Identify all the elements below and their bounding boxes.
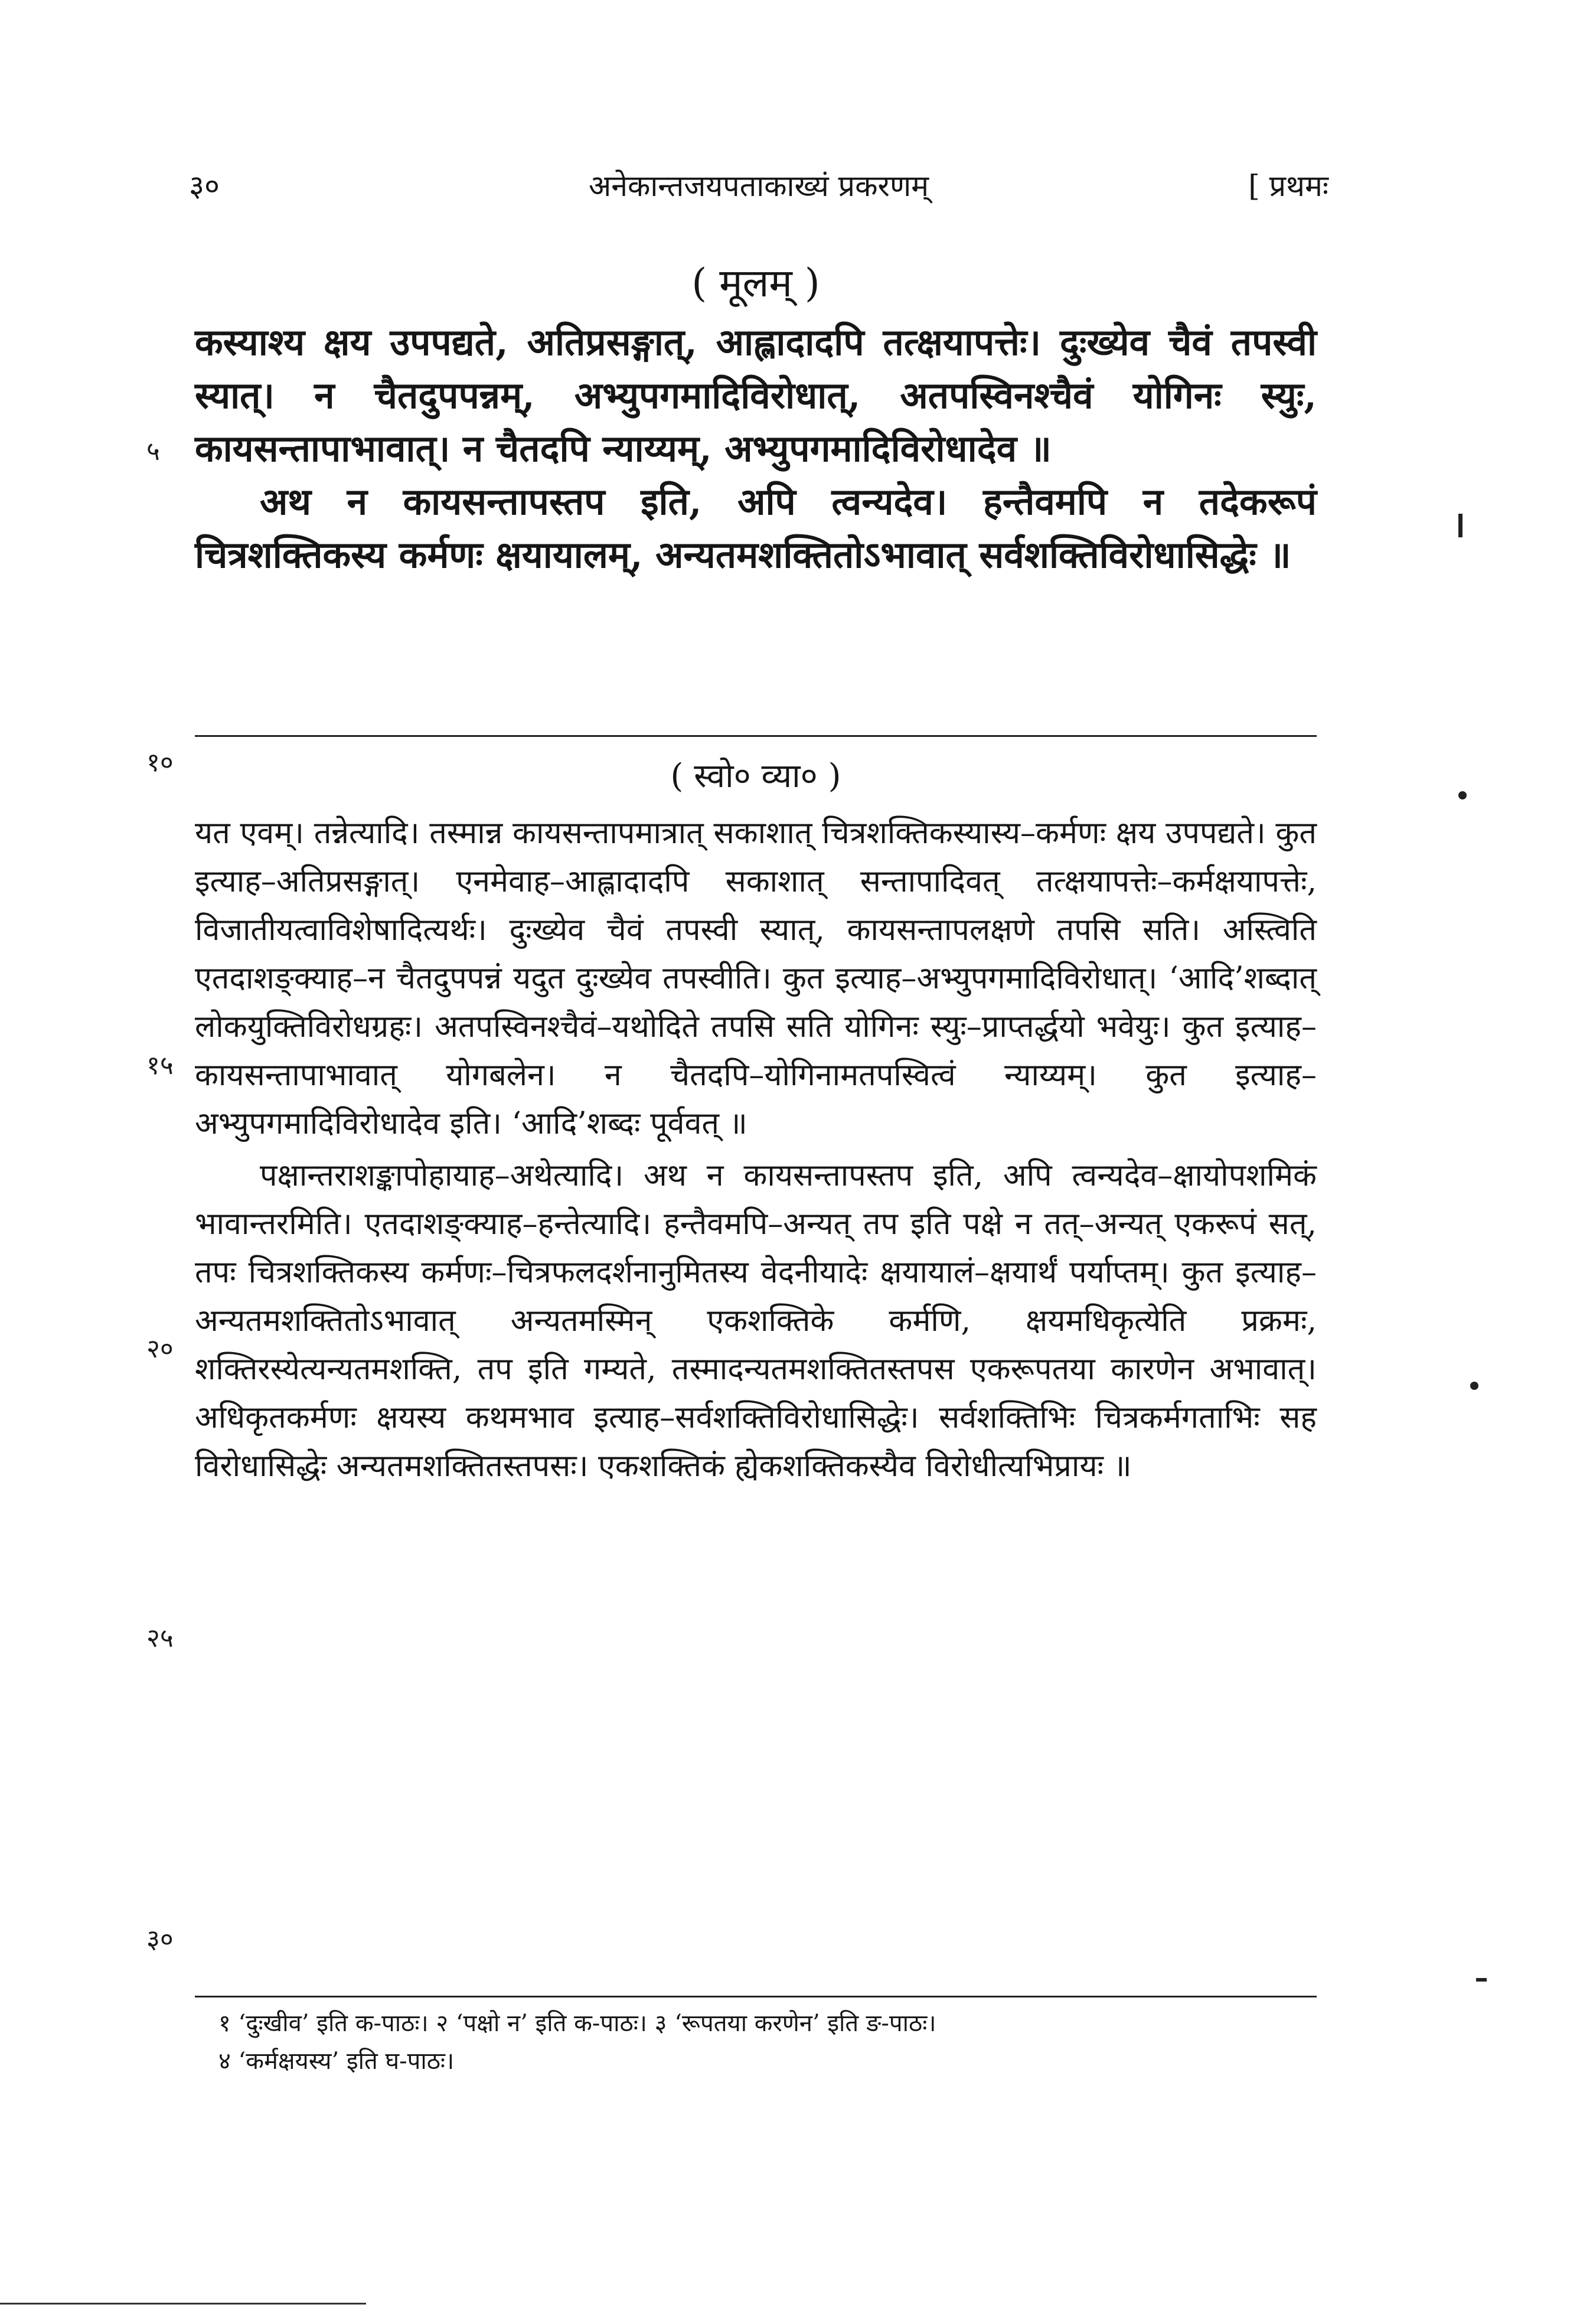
running-header — [189, 156, 1328, 216]
margin-speck — [1470, 1382, 1478, 1390]
margin-speck — [1458, 514, 1463, 537]
mula-heading: ( मूलम् ) — [691, 260, 820, 306]
footnote-line: ४ ‘कर्मक्षयस्य’ इति घ-पाठः। — [218, 2048, 455, 2075]
margin-speck — [1476, 1978, 1487, 1982]
mula-text — [195, 316, 1317, 582]
line-number-20: २० — [146, 1334, 174, 1364]
line-number-25: २५ — [146, 1623, 174, 1653]
footnote-line: १ ‘दुःखीव’ इति क-पाठः। २ ‘पक्षो न’ इति क-पाठः। ३ ‘रूपतया करणेन’ इति ङ-पाठः। — [218, 2010, 936, 2037]
book-title: अनेकान्तजयपताकाख्यं प्रकरणम् — [589, 169, 929, 203]
mula-paragraph: अथ न कायसन्तापस्तप इति, अपि त्वन्यदेव। हन्तैवमपि न तदेकरूपं चित्रशक्तिकस्य कर्मणः क्षयायालम्, अन्यतमशक्तितोऽभावात् सर्वशक्तिविरोधासिद्धेः ॥ — [195, 480, 1317, 576]
line-number-30: ३० — [146, 1924, 174, 1954]
mula-paragraph: कस्याश्य क्षय उपपद्यते, अतिप्रसङ्गात्, आह्लादादपि तत्क्षयापत्तेः। दुःख्येव चैवं तपस्वी स्यात्। न चैतदुपपन्नम्, अभ्युपगमादिविरोधात्, अतपस्विनश्चैवं योगिनः स्युः, कायसन्तापाभावात्। न चैतदपि न्याय्यम्, अभ्युपगमादिविरोधादेव ॥ — [195, 321, 1317, 470]
footnotes — [195, 2005, 1317, 2080]
margin-speck — [1458, 791, 1467, 799]
line-number-10: १० — [146, 748, 174, 778]
commentary-paragraph: यत एवम्। तन्नेत्यादि। तस्मान्न कायसन्तापमात्रात् सकाशात् चित्रशक्तिकस्यास्य–कर्मणः क्षय उपपद्यते। कुत इत्याह–अतिप्रसङ्गात्। एनमेवाह–आह्लादादपि सकाशात् सन्तापादिवत् तत्क्षयापत्तेः–कर्मक्षयापत्तेः, विजातीयत्वाविशेषादित्यर्थः। दुःख्येव चैवं तपस्वी स्यात्, कायसन्तापलक्षणे तपसि सति। अस्त्विति एतदाशङ्क्याह–न चैतदुपपन्नं यदुत दुःख्येव तपस्वीति। कुत इत्याह–अभ्युपगमादिविरोधात्। ‘आदि’शब्दात् लोकयुक्तिविरोधग्रहः। अतपस्विनश्चैवं–यथोदिते तपसि सति योगिनः स्युः–प्राप्तर्द्धयो भवेयुः। कुत इत्याह–कायसन्तापाभावात् योगबलेन। न चैतदपि–योगिनामतपस्वित्वं न्याय्यम्। कुत इत्याह–अभ्युपगमादिविरोधादेव इति। ‘आदि’शब्दः पूर्ववत् ॥ — [195, 815, 1317, 1141]
commentary-heading: ( स्वो० व्या० ) — [670, 757, 841, 795]
line-number-15: १५ — [146, 1050, 174, 1081]
footnote-divider — [195, 1996, 1317, 1997]
section-label: [ प्रथमः — [1248, 169, 1328, 203]
commentary-text — [195, 809, 1317, 1490]
scan-edge-line — [0, 2303, 366, 2305]
commentary-paragraph: पक्षान्तराशङ्कापोहायाह–अथेत्यादि। अथ न कायसन्तापस्तप इति, अपि त्वन्यदेव–क्षायोपशमिकं भावान्तरमिति। एतदाशङ्क्याह–हन्तेत्यादि। हन्तैवमपि–अन्यत् तप इति पक्षे न तत्–अन्यत् एकरूपं सत्, तपः चित्रशक्तिकस्य कर्मणः–चित्रफलदर्शनानुमितस्य वेदनीयादेः क्षयायालं–क्षयार्थं पर्याप्तम्। कुत इत्याह–अन्यतमशक्तितोऽभावात् अन्यतमस्मिन् एकशक्तिके कर्मणि, क्षयमधिकृत्येति प्रक्रमः, शक्तिरस्येत्यन्यतमशक्ति, तप इति गम्यते, तस्मादन्यतमशक्तितस्तपस एकरूपतया कारणेन अभावात्। अधिकृतकर्मणः क्षयस्य कथमभाव इत्याह–सर्वशक्तिविरोधासिद्धेः। सर्वशक्तिभिः चित्रकर्मगताभिः सह विरोधासिद्धेः अन्यतमशक्तितस्तपसः। एकशक्तिकं ह्येकशक्तिकस्यैव विरोधीत्यभिप्रायः ॥ — [195, 1158, 1317, 1484]
page-number: ३० — [189, 169, 220, 203]
section-divider — [195, 735, 1317, 737]
line-number-5: ५ — [146, 436, 160, 466]
